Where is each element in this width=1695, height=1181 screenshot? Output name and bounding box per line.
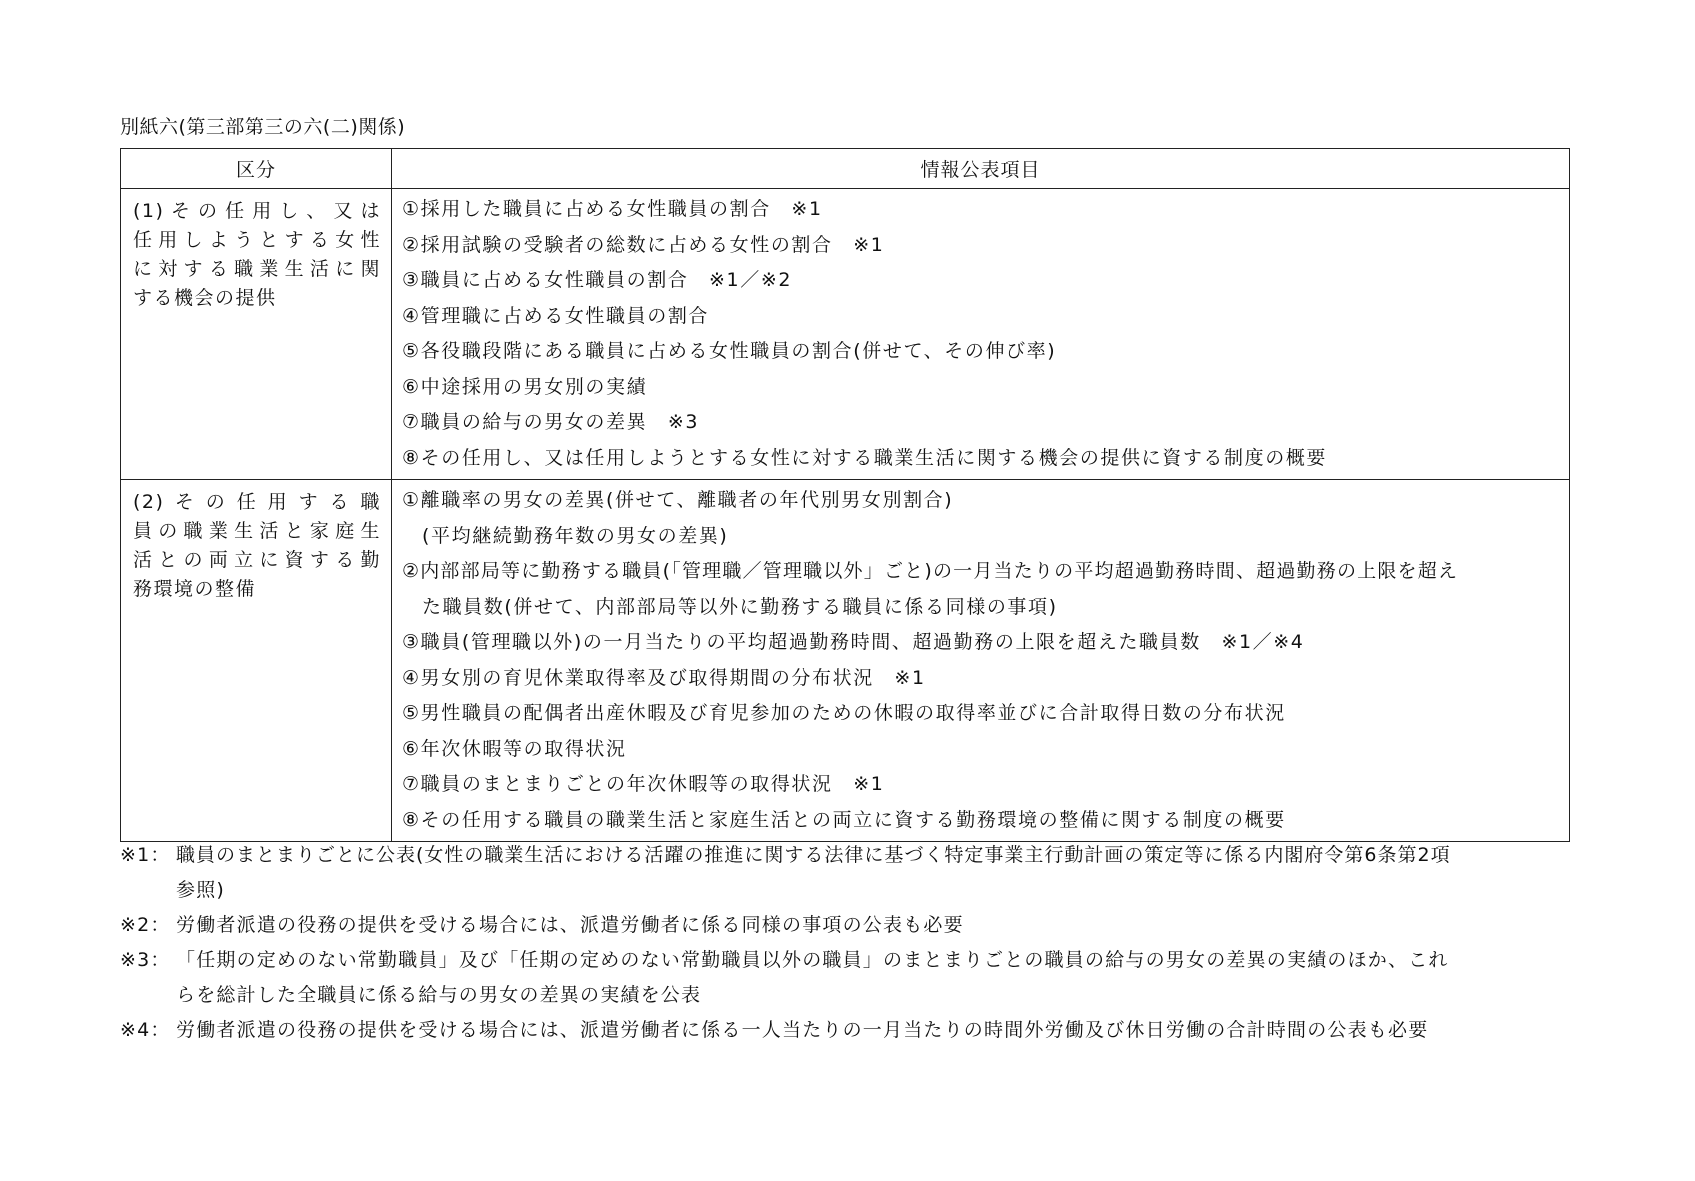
footnote-line: 参照) [176, 879, 226, 901]
footnote-key: ※2： [120, 914, 171, 936]
list-item: ⑤各役職段階にある職員に占める女性職員の割合(併せて、その伸び率) [402, 340, 1057, 362]
footnote-line: らを総計した全職員に係る給与の男女の差異の実績を公表 [176, 984, 702, 1006]
items-cell [392, 189, 1570, 480]
list-item: ③職員(管理職以外)の一月当たりの平均超過勤務時間、超過勤務の上限を超えた職員数 ※1／※4 [402, 631, 1305, 653]
list-item: ①採用した職員に占める女性職員の割合 ※1 [402, 198, 823, 220]
list-item: ⑦職員の給与の男女の差異 ※3 [402, 411, 700, 433]
list-item: ⑥中途採用の男女別の実績 [402, 375, 648, 398]
category-line: する機会の提供 [133, 287, 277, 309]
category-line: 務環境の整備 [133, 578, 257, 600]
items-cell [392, 480, 1570, 842]
list-item: ⑧その任用する職員の職業生活と家庭生活との両立に資する勤務環境の整備に関する制度の概要 [402, 808, 1286, 831]
category-line: 活との両立に資する勤 [133, 549, 381, 571]
category-cell [121, 480, 392, 842]
table-header-row [121, 149, 1570, 189]
document-title: 別紙六(第三部第三の六(二)関係) [120, 116, 406, 138]
list-item: ⑦職員のまとまりごとの年次休暇等の取得状況 ※1 [402, 773, 885, 795]
header-category: 区分 [121, 149, 392, 189]
category-line: (2)その任用する職 [133, 491, 381, 513]
list-item-continuation: た職員数(併せて、内部部局等以外に勤務する職員に係る同様の事項) [422, 595, 1058, 618]
list-item-continuation: (平均継続勤務年数の男女の差異) [422, 524, 729, 547]
category-line: に対する職業生活に関 [133, 258, 381, 280]
category-line: (1)その任用し、又は [133, 200, 381, 222]
footnote-line: 労働者派遣の役務の提供を受ける場合には、派遣労働者に係る同様の事項の公表も必要 [176, 914, 964, 936]
footnote [120, 1013, 1570, 1048]
footnote-line: 「任期の定めのない常勤職員」及び「任期の定めのない常勤職員以外の職員」のまとまりごとの職員の給与の男女の差異の実績のほか、これ [176, 949, 1449, 971]
footnote [120, 838, 1570, 908]
table-row [121, 480, 1570, 842]
footnote-key: ※3： [120, 949, 171, 971]
category-line: 員の職業生活と家庭生 [133, 520, 381, 542]
footnote [120, 908, 1570, 943]
list-item: ④管理職に占める女性職員の割合 [402, 304, 710, 327]
footnote-line: 職員のまとまりごとに公表(女性の職業生活における活躍の推進に関する法律に基づく特定事業主行動計画の策定等に係る内閣府令第6条第2項 [176, 844, 1451, 866]
footnote-key: ※4： [120, 1019, 171, 1041]
category-line: 任用しようとする女性 [133, 229, 381, 251]
footnote [120, 943, 1570, 1013]
list-item: ②採用試験の受験者の総数に占める女性の割合 ※1 [402, 233, 885, 256]
list-item: ⑥年次休暇等の取得状況 [402, 737, 627, 760]
footnotes [120, 838, 1570, 1048]
footnote-key: ※1： [120, 844, 171, 866]
list-item: ⑧その任用し、又は任用しようとする女性に対する職業生活に関する機会の提供に資する制度の概要 [402, 446, 1328, 469]
disclosure-table [120, 148, 1570, 842]
header-items: 情報公表項目 [392, 149, 1570, 189]
list-item: ⑤男性職員の配偶者出産休暇及び育児参加のための休暇の取得率並びに合計取得日数の分布状況 [402, 702, 1286, 724]
table-row [121, 189, 1570, 480]
category-cell [121, 189, 392, 480]
list-item: ①離職率の男女の差異(併せて、離職者の年代別男女別割合) [402, 489, 954, 511]
list-item: ③職員に占める女性職員の割合 ※1／※2 [402, 269, 793, 291]
list-item: ④男女別の育児休業取得率及び取得期間の分布状況 ※1 [402, 666, 926, 689]
list-item: ②内部部局等に勤務する職員(「管理職／管理職以外」ごと)の一月当たりの平均超過勤務時間、超過勤務の上限を超え [402, 560, 1459, 582]
footnote-line: 労働者派遣の役務の提供を受ける場合には、派遣労働者に係る一人当たりの一月当たりの時間外労働及び休日労働の合計時間の公表も必要 [176, 1019, 1429, 1041]
